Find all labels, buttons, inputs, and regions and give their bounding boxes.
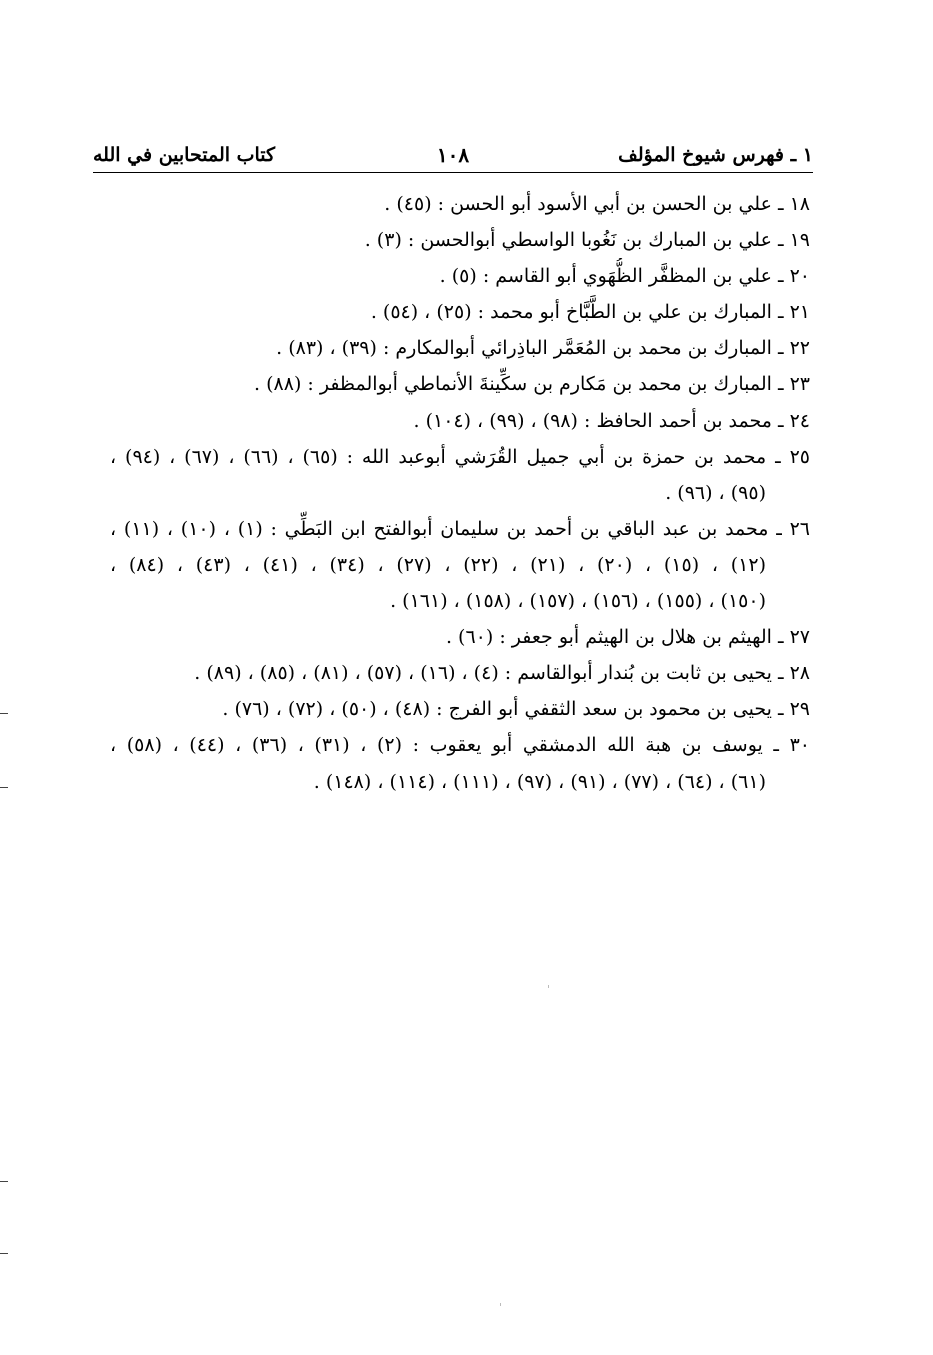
index-entry-27: ٢٧ ـ الهيثم بن هلال بن الهيثم أبو جعفر : (٦٠) . bbox=[445, 626, 810, 649]
index-entry-29: ٢٩ ـ يحيى بن محمود بن سعد الثقفي أبو الفرج : (٤٨) ، (٥٠) ، (٧٢) ، (٧٦) . bbox=[222, 698, 810, 721]
chapter-title: ١ ـ فهرس شيوخ المؤلف bbox=[618, 144, 813, 166]
scan-margin-mark bbox=[0, 713, 8, 714]
header-rule bbox=[93, 172, 813, 173]
index-entry-26: ٢٦ ـ محمد بن عبد الباقي بن أحمد بن سليمان أبوالفتح ابن البَطِّي : (١) ، (١٠) ، (١١) ، bbox=[110, 517, 810, 540]
book-title: كتاب المتحابين في الله bbox=[93, 144, 276, 166]
scan-speck bbox=[548, 985, 549, 988]
index-entry-21: ٢١ ـ المبارك بن علي بن الطَّبَّاخ أبو محمد : (٢٥) ، (٥٤) . bbox=[370, 301, 810, 324]
index-entry-23: ٢٣ ـ المبارك بن محمد بن مَكارم بن سكِّينةَ الأنماطي أبوالمظفر : (٨٨) . bbox=[254, 373, 810, 396]
running-header bbox=[93, 140, 813, 170]
index-entry-18: ١٨ ـ علي بن الحسن بن أبي الأسود أبو الحسن : (٤٥) . bbox=[384, 193, 810, 215]
page-number: ١٠٨ bbox=[436, 143, 470, 167]
index-entry-26-continuation: (١٢) ، (١٥) ، (٢٠) ، (٢١) ، (٢٢) ، (٢٧) ، (٣٤) ، (٤١) ، (٤٣) ، (٨٤) ، bbox=[110, 553, 767, 576]
index-entry-30: ٣٠ ـ يوسف بن هبة الله الدمشقي أبو يعقوب : (٢) ، (٣١) ، (٣٦) ، (٤٤) ، (٥٨) ، bbox=[110, 734, 810, 757]
index-entry-19: ١٩ ـ علي بن المبارك بن نَغُوبا الواسطي أبوالحسن : (٣) . bbox=[364, 229, 810, 252]
scan-margin-mark bbox=[0, 1181, 8, 1182]
teachers-index-list bbox=[110, 186, 810, 800]
index-entry-24: ٢٤ ـ محمد بن أحمد الحافظ : (٩٨) ، (٩٩) ، (١٠٤) . bbox=[413, 409, 810, 432]
scan-speck bbox=[500, 1303, 501, 1306]
scan-margin-mark bbox=[0, 1253, 8, 1254]
index-entry-26-continuation: (١٥٠) ، (١٥٥) ، (١٥٦) ، (١٥٧) ، (١٥٨) ، (١٦١) . bbox=[390, 590, 766, 613]
index-entry-20: ٢٠ ـ علي بن المظفَّر الظُّهَوي أبو القاسم : (٥) . bbox=[439, 265, 810, 288]
scan-margin-mark bbox=[0, 787, 8, 788]
index-entry-30-continuation: (٦١) ، (٦٤) ، (٧٧) ، (٩١) ، (٩٧) ، (١١١) ، (١١٤) ، (١٤٨) . bbox=[313, 770, 766, 793]
index-entry-22: ٢٢ ـ المبارك بن محمد بن المُعَمَّر الباذِرائي أبوالمكارم : (٣٩) ، (٨٣) . bbox=[276, 337, 810, 360]
index-entry-25-continuation: (٩٥) ، (٩٦) . bbox=[665, 481, 766, 504]
index-entry-25: ٢٥ ـ محمد بن حمزة بن أبي جميل القُرَشي أبوعبد الله : (٦٥) ، (٦٦) ، (٦٧) ، (٩٤) ، bbox=[110, 445, 810, 468]
index-entry-28: ٢٨ ـ يحيى بن ثابت بن بُندار أبوالقاسم : (٤) ، (١٦) ، (٥٧) ، (٨١) ، (٨٥) ، (٨٩) . bbox=[194, 662, 810, 685]
